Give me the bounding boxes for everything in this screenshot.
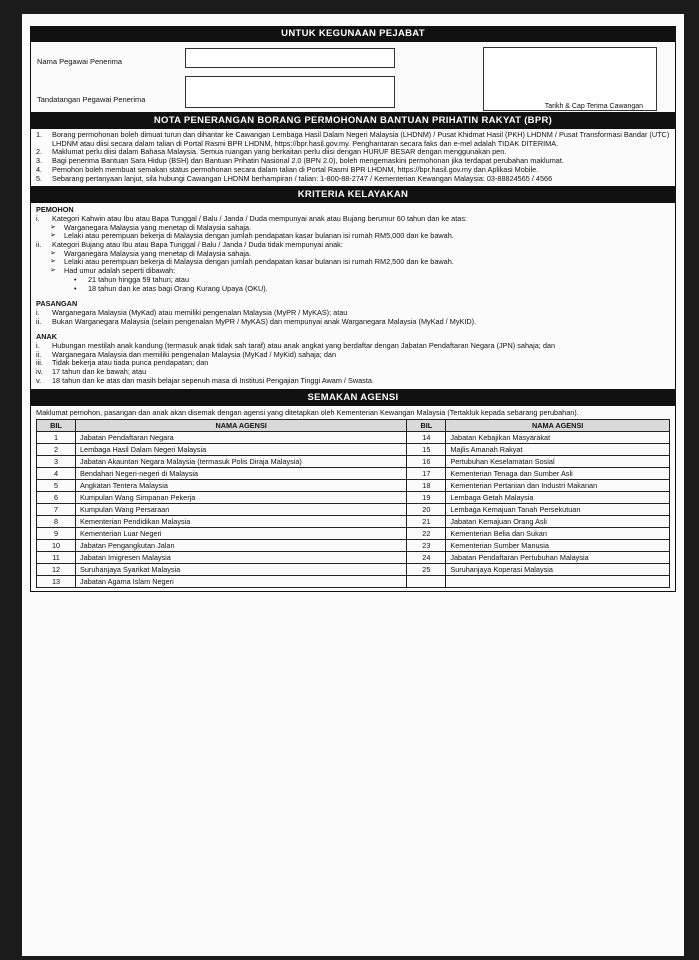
anak-item-text: Tidak bekerja atau tiada punca pendapatan; dan <box>52 358 209 368</box>
nota-section <box>30 129 676 187</box>
anak-item-number: v. <box>36 375 42 385</box>
pemohon-subitem-text: Warganegara Malaysia yang menetap di Malaysia sahaja. <box>64 222 252 232</box>
anak-item-text: Hubungan mestilah anak kandung (termasuk anak tidak sah taraf) atau anak angkat yang berdaftar dengan Jabatan Pendaftaran Negara (JPN) sahaja; dan <box>52 341 556 351</box>
anak-item-text: Warganegara Malaysia dan memiliki pengenalan Malaysia (MyKad / MyKid) sahaja; dan <box>52 349 337 359</box>
anak-item-text: 18 tahun dan ke atas dan masih belajar sepenuh masa di Institusi Pengajian Tinggi Awam / Swasta. <box>52 375 374 385</box>
agency-number: 16 <box>407 456 446 468</box>
table-row <box>37 576 670 588</box>
agency-table-body <box>37 432 670 588</box>
agency-name: Kementerian Belia dan Sukan <box>446 528 670 540</box>
agency-number: 22 <box>407 528 446 540</box>
office-use-section <box>30 42 676 113</box>
agency-name: Kementerian Pertanian dan Industri Makanan <box>446 480 670 492</box>
agency-name: Jabatan Imigresen Malaysia <box>76 552 407 564</box>
agency-number: 18 <box>407 480 446 492</box>
agency-number: 7 <box>37 504 76 516</box>
agency-name: Jabatan Pendaftaran Negara <box>76 432 407 444</box>
agency-number: 2 <box>37 444 76 456</box>
agency-number: 19 <box>407 492 446 504</box>
agency-number: 24 <box>407 552 446 564</box>
pemohon-subitem-text: Lelaki atau perempuan bekerja di Malaysia dengan jumlah pendapatan kasar bulanan isi rumah RM2,500 dan ke bawah. <box>64 257 454 267</box>
agency-number <box>407 576 446 588</box>
table-row <box>37 516 670 528</box>
pemohon-heading: PEMOHON <box>36 205 74 215</box>
anak-heading: ANAK <box>36 332 58 342</box>
agency-name: Bendahari Negeri-negeri di Malaysia <box>76 468 407 480</box>
agency-table-header <box>37 420 670 432</box>
table-row <box>37 540 670 552</box>
agency-number: 17 <box>407 468 446 480</box>
col-bil-right: BIL <box>407 420 446 432</box>
agency-name: Jabatan Pendaftaran Pertubuhan Malaysia <box>446 552 670 564</box>
semakan-title: SEMAKAN AGENSI <box>30 390 676 406</box>
table-row <box>37 456 670 468</box>
agency-number: 20 <box>407 504 446 516</box>
pasangan-item-text: Bukan Warganegara Malaysia (selain pengenalan MyPR / MyKAS) dan mempunyai anak Warganegara Malaysia (MyKad / MyKID). <box>52 316 477 326</box>
arrow-icon: ➢ <box>50 223 56 231</box>
arrow-icon: ➢ <box>50 232 56 240</box>
agency-name: Suruhanjaya Koperasi Malaysia <box>446 564 670 576</box>
pemohon-subitem-text: Warganegara Malaysia yang menetap di Malaysia sahaja. <box>64 248 252 258</box>
table-row <box>37 432 670 444</box>
agency-number: 14 <box>407 432 446 444</box>
agency-number: 12 <box>37 564 76 576</box>
agency-number: 23 <box>407 540 446 552</box>
pasangan-item-number: ii. <box>36 316 42 326</box>
agency-number: 3 <box>37 456 76 468</box>
agency-name: Majlis Amanah Rakyat <box>446 444 670 456</box>
agency-name: Pertubuhan Keselamatan Sosial <box>446 456 670 468</box>
anak-item-text: 17 tahun dan ke bawah; atau <box>52 367 147 377</box>
branch-stamp-box[interactable] <box>483 47 657 111</box>
arrow-icon: ➢ <box>50 258 56 266</box>
nota-item-text: Borang permohonan boleh dimuat turun dan dihantar ke Cawangan Lembaga Hasil Dalam Negeri Malaysia (LHDNM) / Pusat Khidmat Hasil (PKH) LHDNM / Pusat Transformasi Bandar (UTC) LHDNM atau diisi secara dalam talian di Portal Rasmi BPR LHDNM, https://bpr.hasil.gov.my. Penghantaran secara faks dan e-mel adalah TIDAK DITERIMA. <box>52 130 670 148</box>
agency-name: Angkatan Tentera Malaysia <box>76 480 407 492</box>
agency-number: 10 <box>37 540 76 552</box>
agency-number: 1 <box>37 432 76 444</box>
col-bil-left: BIL <box>37 420 76 432</box>
arrow-icon: ➢ <box>50 267 56 275</box>
branch-stamp-label: Tarikh & Cap Terima Cawangan <box>544 103 643 110</box>
receiver-name-label: Nama Pegawai Penerima <box>37 57 123 66</box>
table-row <box>37 552 670 564</box>
nota-item-text: Sebarang pertanyaan lanjut, sila hubungi Cawangan LHDNM berhampiran / talian: 1-800-88-2747 / Kementerian Kewangan Malaysia: 03-88824565 / 4566 <box>52 173 553 183</box>
anak-item-number: iv. <box>36 367 43 377</box>
agency-number: 15 <box>407 444 446 456</box>
kriteria-section <box>30 203 676 389</box>
agency-number: 4 <box>37 468 76 480</box>
nota-item-number: 3. <box>36 156 43 166</box>
agency-name: Jabatan Pengangkutan Jalan <box>76 540 407 552</box>
nota-item <box>36 175 670 184</box>
age-bullet <box>36 285 670 294</box>
form-sheet <box>30 26 676 592</box>
agency-number: 25 <box>407 564 446 576</box>
agency-name: Lembaga Kemajuan Tanah Persekutuan <box>446 504 670 516</box>
form-page <box>22 14 684 956</box>
pemohon-item-text: Kategori Kahwin atau Ibu atau Bapa Tunggal / Balu / Janda / Duda mempunyai anak atau Bujang berumur 60 tahun dan ke atas: <box>52 213 467 223</box>
anak-item-number: ii. <box>36 349 42 359</box>
pemohon-subitem-text: Had umur adalah seperti dibawah: <box>64 266 176 276</box>
nota-item-number: 2. <box>36 147 43 157</box>
pasangan-item <box>36 318 670 327</box>
table-row <box>37 444 670 456</box>
agency-number: 21 <box>407 516 446 528</box>
bullet-icon: • <box>74 283 77 293</box>
agency-number: 11 <box>37 552 76 564</box>
table-row <box>37 492 670 504</box>
agency-name <box>446 576 670 588</box>
nota-item-number: 5. <box>36 173 43 183</box>
anak-item-number: i. <box>36 341 40 351</box>
agency-name: Jabatan Akauntan Negara Malaysia (termasuk Polis Diraja Malaysia) <box>76 456 407 468</box>
col-nama-right: NAMA AGENSI <box>446 420 670 432</box>
receiver-sign-label: Tandatangan Pegawai Penerima <box>37 95 146 104</box>
agency-name: Suruhanjaya Syarikat Malaysia <box>76 564 407 576</box>
nota-item-number: 4. <box>36 164 43 174</box>
agency-number: 13 <box>37 576 76 588</box>
nota-item-text: Pemohon boleh membuat semakan status permohonan secara dalam talian di Portal Rasmi BPR LHDNM, https://bpr.hasil.gov.my dan Aplikasi Mobile. <box>52 164 539 174</box>
pemohon-item-number: ii. <box>36 240 42 250</box>
agency-name: Kumpulan Wang Persaraan <box>76 504 407 516</box>
pasangan-item-number: i. <box>36 307 40 317</box>
agency-name: Jabatan Kebajikan Masyarakat <box>446 432 670 444</box>
agency-number: 6 <box>37 492 76 504</box>
kriteria-title: KRITERIA KELAYAKAN <box>30 187 676 203</box>
office-use-title: UNTUK KEGUNAAN PEJABAT <box>30 26 676 42</box>
arrow-icon: ➢ <box>50 249 56 257</box>
agency-table <box>36 419 670 588</box>
bullet-icon: • <box>74 274 77 284</box>
pasangan-item-text: Warganegara Malaysia (MyKad) atau memiliki pengenalan Malaysia (MyPR / MyKAS); atau <box>52 307 348 317</box>
agency-name: Lembaga Getah Malaysia <box>446 492 670 504</box>
table-row <box>37 480 670 492</box>
agency-name: Jabatan Kemajuan Orang Asli <box>446 516 670 528</box>
pasangan-heading: PASANGAN <box>36 299 78 309</box>
agency-number: 9 <box>37 528 76 540</box>
agency-name: Kementerian Sumber Manusia <box>446 540 670 552</box>
pemohon-subitem-text: Lelaki atau perempuan bekerja di Malaysia dengan jumlah pendapatan kasar bulanan isi rumah RM5,000 dan ke bawah. <box>64 231 454 241</box>
agency-name: Kementerian Tenaga dan Sumber Asli <box>446 468 670 480</box>
agency-number: 8 <box>37 516 76 528</box>
semakan-intro: Maklumat pemohon, pasangan dan anak akan disemak dengan agensi yang ditetapkan oleh Kementerian Kewangan Malaysia (Tertakluk kepada sebarang perubahan). <box>36 407 579 417</box>
receiver-name-field[interactable] <box>185 48 395 68</box>
nota-item <box>36 131 670 148</box>
age-bullet-text: 21 tahun hingga 59 tahun; atau <box>88 274 190 284</box>
agency-name: Lembaga Hasil Dalam Negeri Malaysia <box>76 444 407 456</box>
col-nama-left: NAMA AGENSI <box>76 420 407 432</box>
pemohon-item-text: Kategori Bujang atau Ibu atau Bapa Tunggal / Balu / Janda / Duda tidak mempunyai anak: <box>52 240 343 250</box>
nota-title: NOTA PENERANGAN BORANG PERMOHONAN BANTUAN PRIHATIN RAKYAT (BPR) <box>30 113 676 129</box>
age-bullet-text: 18 tahun dan ke atas bagi Orang Kurang Upaya (OKU). <box>88 283 268 293</box>
nota-item-text: Bagi penerima Bantuan Sara Hidup (BSH) dan Bantuan Prihatin Nasional 2.0 (BPN 2.0), boleh mengemaskini permohonan jika terdapat perubahan maklumat. <box>52 156 564 166</box>
anak-item-number: iii. <box>36 358 43 368</box>
agency-number: 5 <box>37 480 76 492</box>
table-row <box>37 564 670 576</box>
table-row <box>37 528 670 540</box>
nota-item-number: 1. <box>36 130 43 139</box>
anak-item <box>36 377 670 386</box>
agency-name: Kementerian Pendidikan Malaysia <box>76 516 407 528</box>
semakan-section <box>30 406 676 593</box>
pemohon-item-number: i. <box>36 213 40 223</box>
table-row <box>37 504 670 516</box>
receiver-sign-field[interactable] <box>185 76 395 108</box>
agency-name: Jabatan Agama Islam Negeri <box>76 576 407 588</box>
agency-name: Kumpulan Wang Simpanan Pekerja <box>76 492 407 504</box>
agency-name: Kementerian Luar Negeri <box>76 528 407 540</box>
nota-item-text: Maklumat perlu diisi dalam Bahasa Malaysia. Semua ruangan yang berkaitan perlu diisi dengan HURUF BESAR dengan menggunakan pen. <box>52 147 507 157</box>
table-row <box>37 468 670 480</box>
